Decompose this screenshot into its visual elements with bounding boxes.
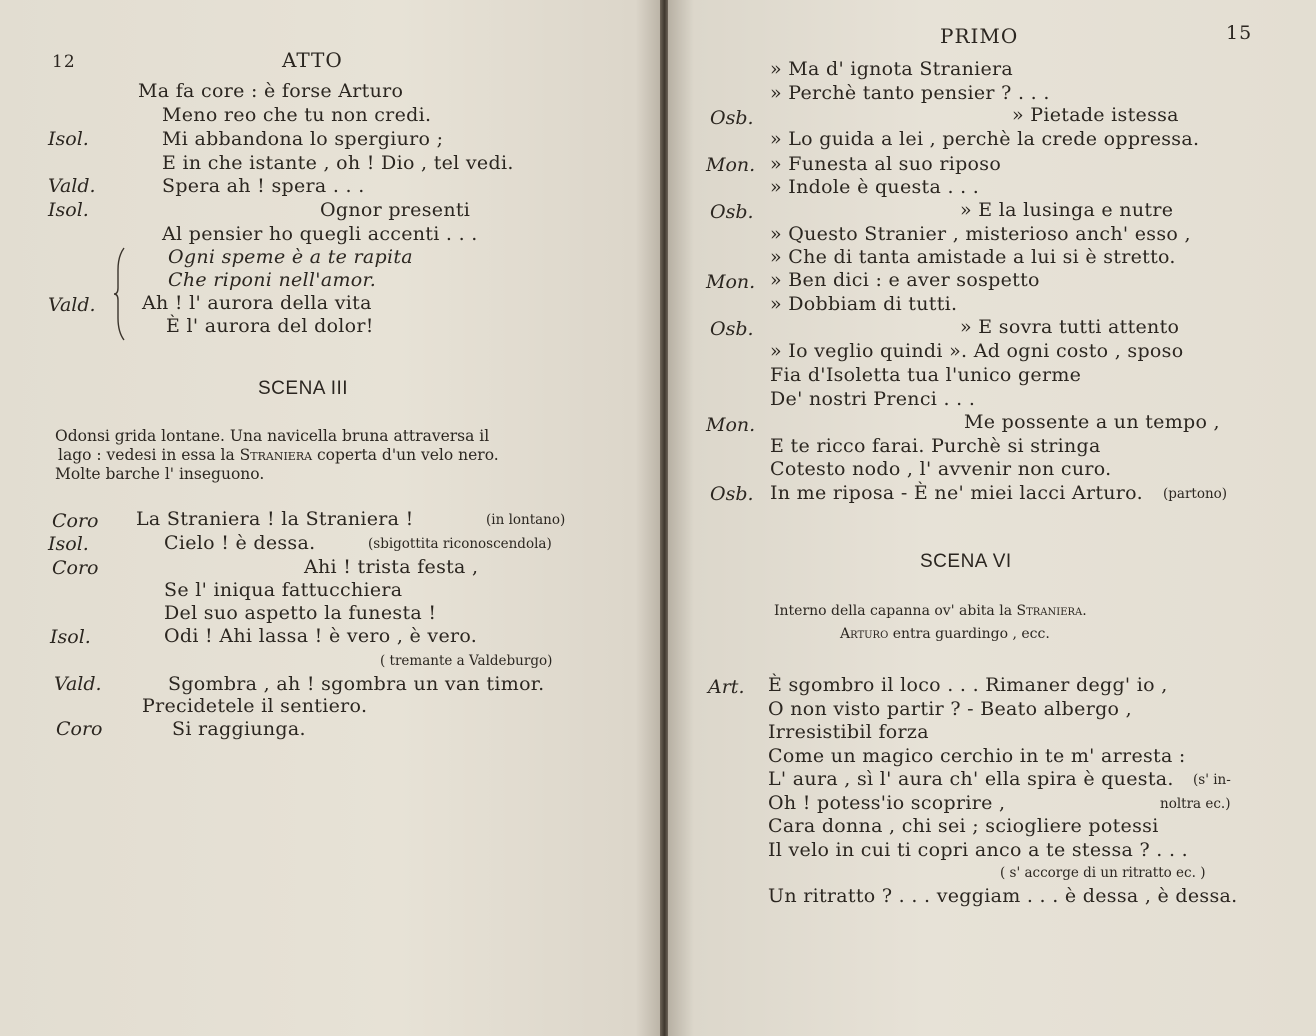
verse-line: Cara donna , chi sei ; sciogliere potessi <box>768 815 1159 837</box>
verse-line: Cotesto nodo , l' avvenir non curo. <box>770 458 1112 480</box>
verse-line: » Questo Stranier , misterioso anch' esso , <box>770 223 1191 245</box>
verse-line: Meno reo che tu non credi. <box>162 104 432 126</box>
verse-line: » Dobbiam di tutti. <box>770 293 958 315</box>
verse-line: Del suo aspetto la funesta ! <box>164 602 437 624</box>
speaker-label: Vald. <box>48 175 96 197</box>
verse-line: È l' aurora del dolor! <box>166 315 374 337</box>
verse-line: Ma fa core : è forse Arturo <box>138 80 404 102</box>
verse-line: Cielo ! è dessa. <box>164 532 316 554</box>
verse-line: Sgombra , ah ! sgombra un van timor. <box>168 673 545 695</box>
speaker-label: Mon. <box>706 154 756 176</box>
speaker-label: Osb. <box>710 483 754 505</box>
verse-line: Si raggiunga. <box>172 718 306 740</box>
brace-icon <box>112 244 134 344</box>
verse-line: Mi abbandona lo spergiuro ; <box>162 128 444 150</box>
verse-line: » Indole è questa . . . <box>770 176 980 198</box>
verse-line: E te ricco farai. Purchè si stringa <box>770 435 1101 457</box>
verse-line: » Ben dici : e aver sospetto <box>770 269 1040 291</box>
verse-line: Al pensier ho quegli accenti . . . <box>162 223 478 245</box>
stage-note: noltra ec.) <box>1160 796 1231 812</box>
speaker-label: Isol. <box>48 199 89 221</box>
running-head: ATTO <box>282 48 343 72</box>
verse-line: Precidetele il sentiero. <box>142 695 368 717</box>
stage-direction: Odonsi grida lontane. Una navicella bruna attraversa il <box>55 427 490 445</box>
speaker-label: Coro <box>56 718 103 740</box>
speaker-label: Coro <box>52 510 99 532</box>
verse-line: Come un magico cerchio in te m' arresta : <box>768 745 1186 767</box>
scene-title: SCENA VI <box>920 551 1012 572</box>
verse-line: Odi ! Ahi lassa ! è vero , è vero. <box>164 625 478 647</box>
speaker-label: Osb. <box>710 107 754 129</box>
stage-direction: Arturo entra guardingo , ecc. <box>840 626 1050 642</box>
stage-note: (s' in- <box>1193 772 1231 788</box>
verse-line: Un ritratto ? . . . veggiam . . . è dessa , è dessa. <box>768 885 1238 907</box>
verse-line: » E la lusinga e nutre <box>960 199 1174 221</box>
verse-line: Ognor presenti <box>320 199 471 221</box>
speaker-label: Isol. <box>48 128 89 150</box>
verse-line: » Lo guida a lei , perchè la crede oppressa. <box>770 128 1200 150</box>
verse-line: Il velo in cui ti copri anco a te stessa ? . . . <box>768 839 1188 861</box>
verse-line: La Straniera ! la Straniera ! <box>136 508 414 530</box>
speaker-label: Mon. <box>706 271 756 293</box>
speaker-label: Mon. <box>706 414 756 436</box>
verse-line: » Ma d' ignota Straniera <box>770 58 1014 80</box>
verse-line: In me riposa - È ne' miei lacci Arturo. <box>770 482 1143 504</box>
stage-direction: Interno della capanna ov' abita la Straniera. <box>774 603 1087 619</box>
verse-line: Se l' iniqua fattucchiera <box>164 579 403 601</box>
stage-note: (in lontano) <box>486 512 566 528</box>
verse-line: Fia d'Isoletta tua l'unico germe <box>770 364 1082 386</box>
stage-note: (sbigottita riconoscendola) <box>368 536 552 552</box>
stage-note: ( s' accorge di un ritratto ec. ) <box>1000 865 1206 881</box>
verse-line: E in che istante , oh ! Dio , tel vedi. <box>162 152 514 174</box>
speaker-label: Osb. <box>710 201 754 223</box>
verse-line: » E sovra tutti attento <box>960 316 1180 338</box>
verse-line: Oh ! potess'io scoprire , <box>768 792 1006 814</box>
speaker-label: Osb. <box>710 318 754 340</box>
right-page <box>668 0 1316 1036</box>
verse-line: Spera ah ! spera . . . <box>162 175 365 197</box>
scene-title: SCENA III <box>258 378 349 399</box>
verse-line: Che riponi nell'amor. <box>168 269 377 291</box>
verse-line: » Io veglio quindi ». Ad ogni costo , sposo <box>770 340 1184 362</box>
verse-line: Me possente a un tempo , <box>964 411 1220 433</box>
page-number: 15 <box>1226 22 1253 44</box>
verse-line: È sgombro il loco . . . Rimaner degg' io , <box>768 674 1168 696</box>
speaker-label: Isol. <box>48 533 89 555</box>
verse-line: O non visto partir ? - Beato albergo , <box>768 698 1132 720</box>
verse-line: » Pietade istessa <box>1012 104 1179 126</box>
verse-line: De' nostri Prenci . . . <box>770 388 976 410</box>
speaker-label: Vald. <box>48 294 96 316</box>
speaker-label: Art. <box>708 676 745 698</box>
speaker-label: Vald. <box>54 673 102 695</box>
stage-direction: lago : vedesi in essa la Straniera coperta d'un velo nero. <box>58 446 499 464</box>
stage-note: ( tremante a Valdeburgo) <box>380 653 553 669</box>
verse-line: » Funesta al suo riposo <box>770 153 1002 175</box>
verse-line: L' aura , sì l' aura ch' ella spira è questa. <box>768 768 1174 790</box>
verse-line: Ah ! l' aurora della vita <box>142 292 372 314</box>
verse-line: » Che di tanta amistade a lui si è stretto. <box>770 246 1176 268</box>
verse-line: Ogni speme è a te rapita <box>168 246 413 268</box>
speaker-label: Coro <box>52 557 99 579</box>
verse-line: Ahi ! trista festa , <box>304 556 479 578</box>
stage-note: (partono) <box>1163 486 1228 502</box>
speaker-label: Isol. <box>50 626 91 648</box>
page-number: 12 <box>52 52 76 72</box>
verse-line: » Perchè tanto pensier ? . . . <box>770 82 1050 104</box>
running-head: PRIMO <box>940 24 1019 48</box>
stage-direction: Molte barche l' inseguono. <box>55 465 265 483</box>
verse-line: Irresistibil forza <box>768 721 929 743</box>
